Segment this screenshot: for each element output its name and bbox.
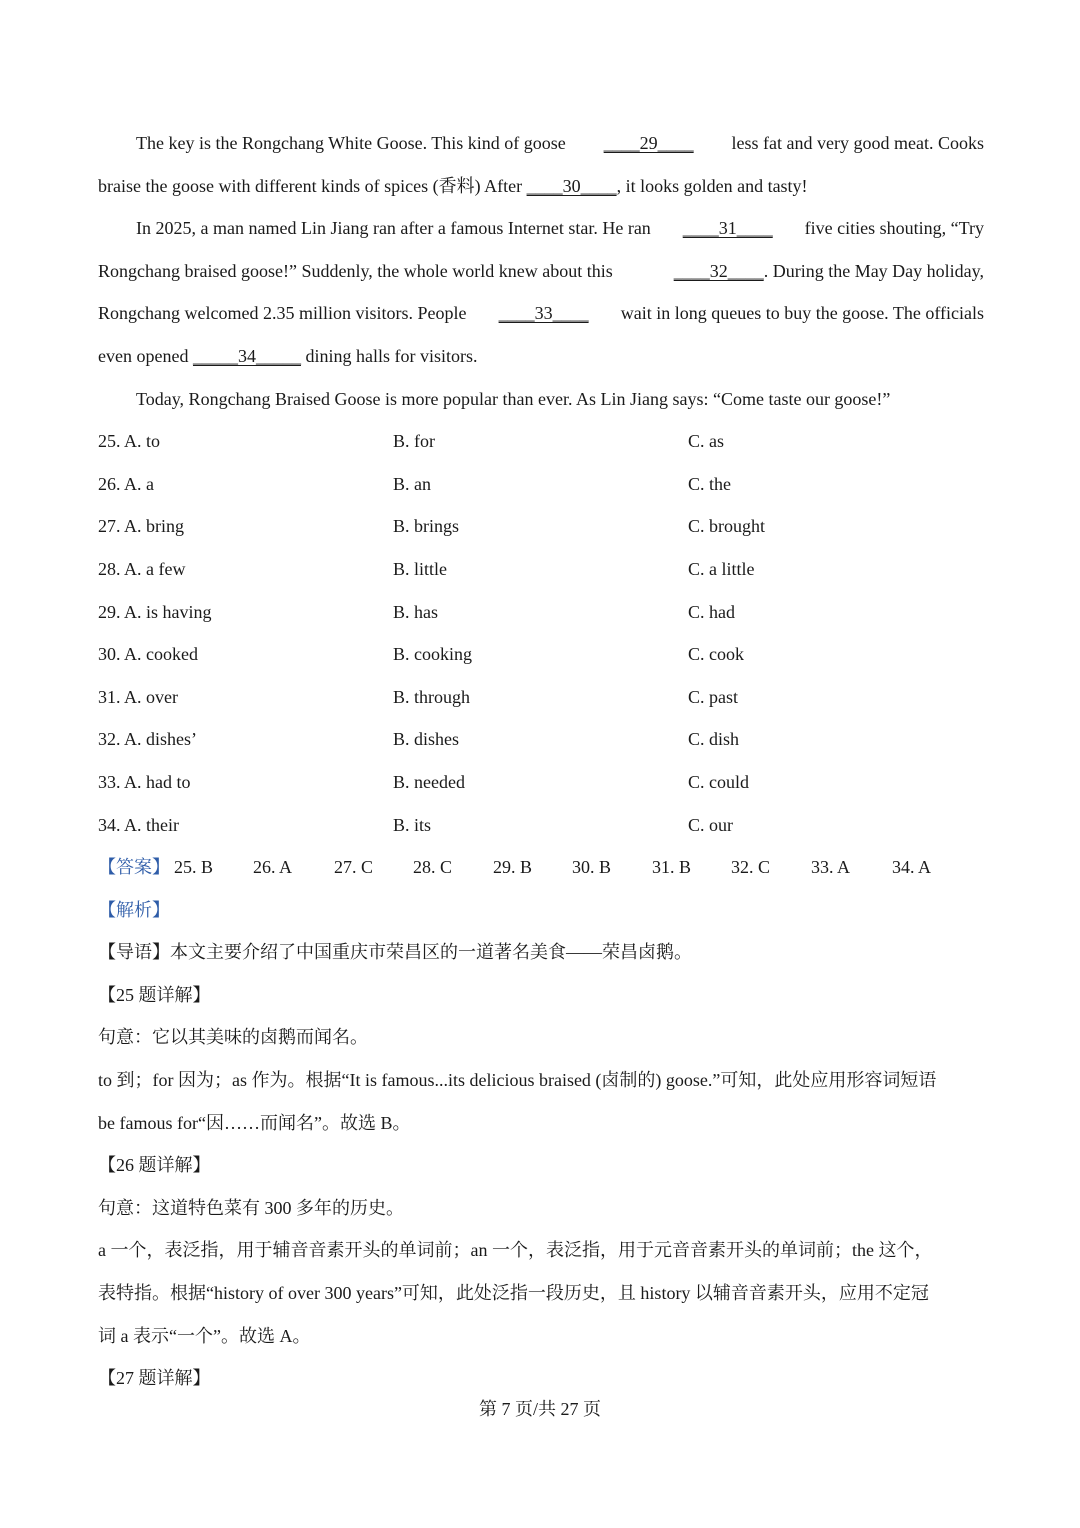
analysis-intro: 【导语】本文主要介绍了中国重庆市荣昌区的一道著名美食——荣昌卤鹅。: [98, 942, 692, 963]
answer-item: 33. A: [811, 857, 851, 878]
option-c: C. had: [688, 601, 735, 622]
passage-text: Rongchang welcomed 2.35 million visitors. People: [98, 303, 467, 324]
answer-item: 25. B: [174, 857, 214, 878]
option-b: B. through: [393, 686, 471, 707]
option-a: 32. A. dishes’: [98, 729, 197, 750]
q26-conclusion: 词 a 表示“一个”。故选 A。: [98, 1325, 311, 1346]
passage-text: even opened: [98, 345, 189, 366]
option-row: [98, 548, 984, 591]
document-page: [98, 122, 984, 1400]
option-row: [98, 420, 984, 463]
option-a: 29. A. is having: [98, 601, 212, 622]
option-b: B. has: [393, 601, 438, 622]
answer-label: 【答案】: [98, 857, 170, 878]
passage-text: , it looks golden and tasty!: [616, 175, 808, 196]
option-c: C. the: [688, 473, 731, 494]
passage-text: less fat and very good meat. Cooks: [731, 133, 984, 153]
passage-text: five cities shouting, “Try: [804, 218, 984, 239]
option-b: B. dishes: [393, 729, 460, 750]
q26-meaning: 句意：这道特色菜有 300 多年的历史。: [98, 1197, 404, 1218]
passage-text: Today, Rongchang Braised Goose is more popular than ever. As Lin Jiang says: “Come taste our goose!”: [136, 388, 891, 409]
q25-conclusion: be famous for“因……而闻名”。故选 B。: [98, 1112, 411, 1133]
option-c: C. a little: [688, 558, 755, 579]
passage-text: The key is the Rongchang White Goose. This kind of goose: [136, 133, 566, 153]
passage-line: [98, 292, 984, 335]
option-c: C. could: [688, 771, 749, 792]
passage-line: [98, 378, 984, 421]
option-a: 30. A. cooked: [98, 644, 198, 665]
passage-text: wait in long queues to buy the goose. The officials: [620, 303, 984, 324]
option-a: 28. A. a few: [98, 558, 186, 579]
blank-29: ____29____: [603, 133, 694, 153]
answer-item: 28. C: [413, 857, 453, 878]
option-row: [98, 761, 984, 804]
q27-title: 【27 题详解】: [98, 1368, 211, 1389]
option-a: 25. A. to: [98, 431, 161, 452]
q25-meaning: 句意：它以其美味的卤鹅而闻名。: [98, 1027, 368, 1048]
passage-text: Rongchang braised goose!” Suddenly, the whole world knew about this: [98, 260, 613, 281]
option-b: B. little: [393, 558, 447, 579]
passage-line: [98, 207, 984, 250]
passage-line: [98, 165, 984, 208]
blank-33: ____33____: [498, 303, 589, 324]
passage-text: braise the goose with different kinds of spices (香料) After: [98, 175, 523, 196]
passage-line: [98, 250, 984, 293]
option-c: C. as: [688, 431, 724, 452]
passage-line: [98, 335, 984, 378]
blank-31: ____31____: [682, 218, 773, 239]
q25-title: 【25 题详解】: [98, 984, 211, 1005]
answer-item: 31. B: [652, 857, 692, 878]
q25-explanation: to 到；for 因为；as 作为。根据“It is famous...its delicious braised (卤制的) goose.”可知，此处应用形容词短语: [98, 1070, 937, 1091]
option-b: B. an: [393, 473, 431, 494]
passage-text: dining halls for visitors.: [305, 345, 478, 366]
option-row: [98, 591, 984, 634]
answer-item: 30. B: [572, 857, 612, 878]
option-row: [98, 718, 984, 761]
option-c: C. cook: [688, 644, 744, 665]
option-row: [98, 505, 984, 548]
option-b: B. for: [393, 431, 435, 452]
answer-item: 27. C: [334, 857, 374, 878]
option-c: C. our: [688, 814, 733, 835]
page-number: 第 7 页/共 27 页: [478, 1399, 601, 1419]
option-b: B. needed: [393, 771, 465, 792]
analysis-label: 【解析】: [98, 899, 170, 920]
option-b: B. cooking: [393, 644, 472, 665]
q26-explanation: 表特指。根据“history of over 300 years”可知，此处泛指一段历史，且 history 以辅音音素开头，应用不定冠: [98, 1283, 929, 1304]
option-b: B. brings: [393, 516, 460, 537]
option-c: C. dish: [688, 729, 740, 750]
answer-item: 34. A: [892, 857, 932, 878]
answer-row: [98, 846, 984, 889]
option-a: 26. A. a: [98, 473, 154, 494]
q26-explanation: a 一个，表泛指，用于辅音音素开头的单词前；an 一个，表泛指，用于元音音素开头的单词前；the 这个，: [98, 1240, 933, 1261]
q26-title: 【26 题详解】: [98, 1155, 211, 1176]
answer-item: 29. B: [493, 857, 533, 878]
option-a: 34. A. their: [98, 814, 179, 835]
passage-text: . During the May Day holiday,: [763, 260, 984, 281]
answer-item: 32. C: [731, 857, 771, 878]
answer-item: 26. A: [253, 857, 293, 878]
passage-text: In 2025, a man named Lin Jiang ran after a famous Internet star. He ran: [136, 218, 651, 239]
blank-34: _____34_____: [192, 345, 301, 366]
blank-30: ____30____: [526, 175, 617, 196]
option-c: C. past: [688, 686, 739, 707]
option-row: [98, 463, 984, 506]
option-a: 33. A. had to: [98, 771, 191, 792]
option-a: 27. A. bring: [98, 516, 185, 537]
option-b: B. its: [393, 814, 432, 835]
option-row: [98, 676, 984, 719]
option-row: [98, 804, 984, 847]
blank-32: ____32____: [673, 260, 764, 281]
option-row: [98, 633, 984, 676]
option-a: 31. A. over: [98, 686, 178, 707]
passage-line: [98, 122, 984, 165]
option-c: C. brought: [688, 516, 766, 537]
